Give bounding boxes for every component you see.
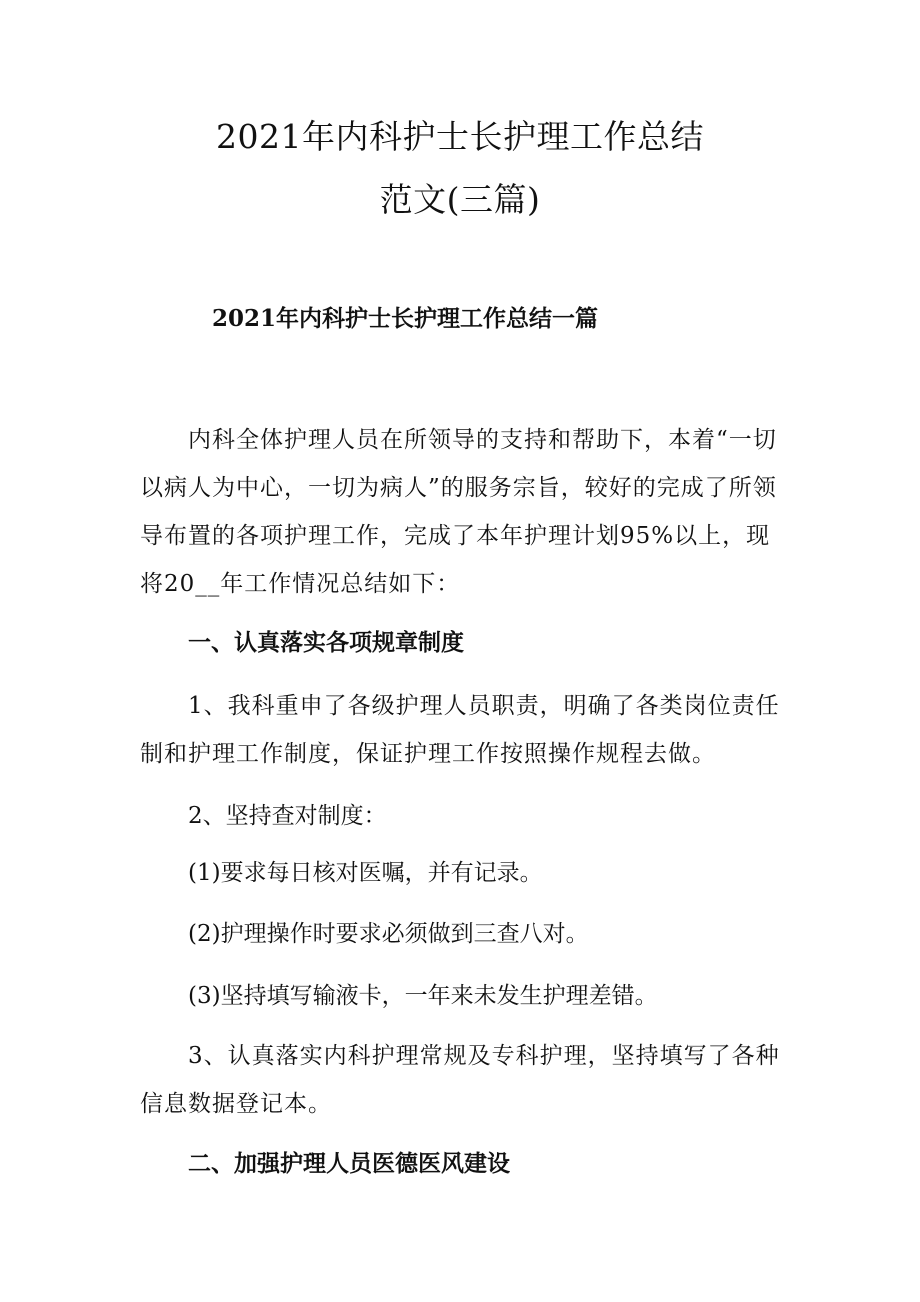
sub-item-3: (3)坚持填写输液卡，一年来未发生护理差错。 (188, 983, 658, 1009)
document-title-line2: 范文(三篇) (379, 180, 541, 219)
list-item-2: 2、坚持查对制度： (188, 803, 387, 829)
sub-item-2: (2)护理操作时要求必须做到三查八对。 (188, 921, 589, 947)
document-subtitle: 2021年内科护士长护理工作总结一篇 (212, 305, 599, 332)
section-heading-2: 二、加强护理人员医德医风建设 (188, 1150, 510, 1177)
list-item-1: 1、我科重申了各级护理人员职责，明确了各类岗位责任制和护理工作制度，保证护理工作按照操作规程去做。 (140, 693, 780, 767)
document-title-line1: 2021年内科护士长护理工作总结 (216, 117, 704, 156)
intro-paragraph: 内科全体护理人员在所领导的支持和帮助下，本着“一切以病人为中心，一切为病人”的服务宗旨，较好的完成了所领导布置的各项护理工作，完成了本年护理计划95%以上，现将20__年工作情况总结如下： (140, 427, 777, 597)
list-item-3: 3、认真落实内科护理常规及专科护理，坚持填写了各种信息数据登记本。 (140, 1043, 780, 1117)
section-heading-1: 一、认真落实各项规章制度 (188, 629, 464, 656)
sub-item-1: (1)要求每日核对医嘱，并有记录。 (188, 860, 543, 886)
